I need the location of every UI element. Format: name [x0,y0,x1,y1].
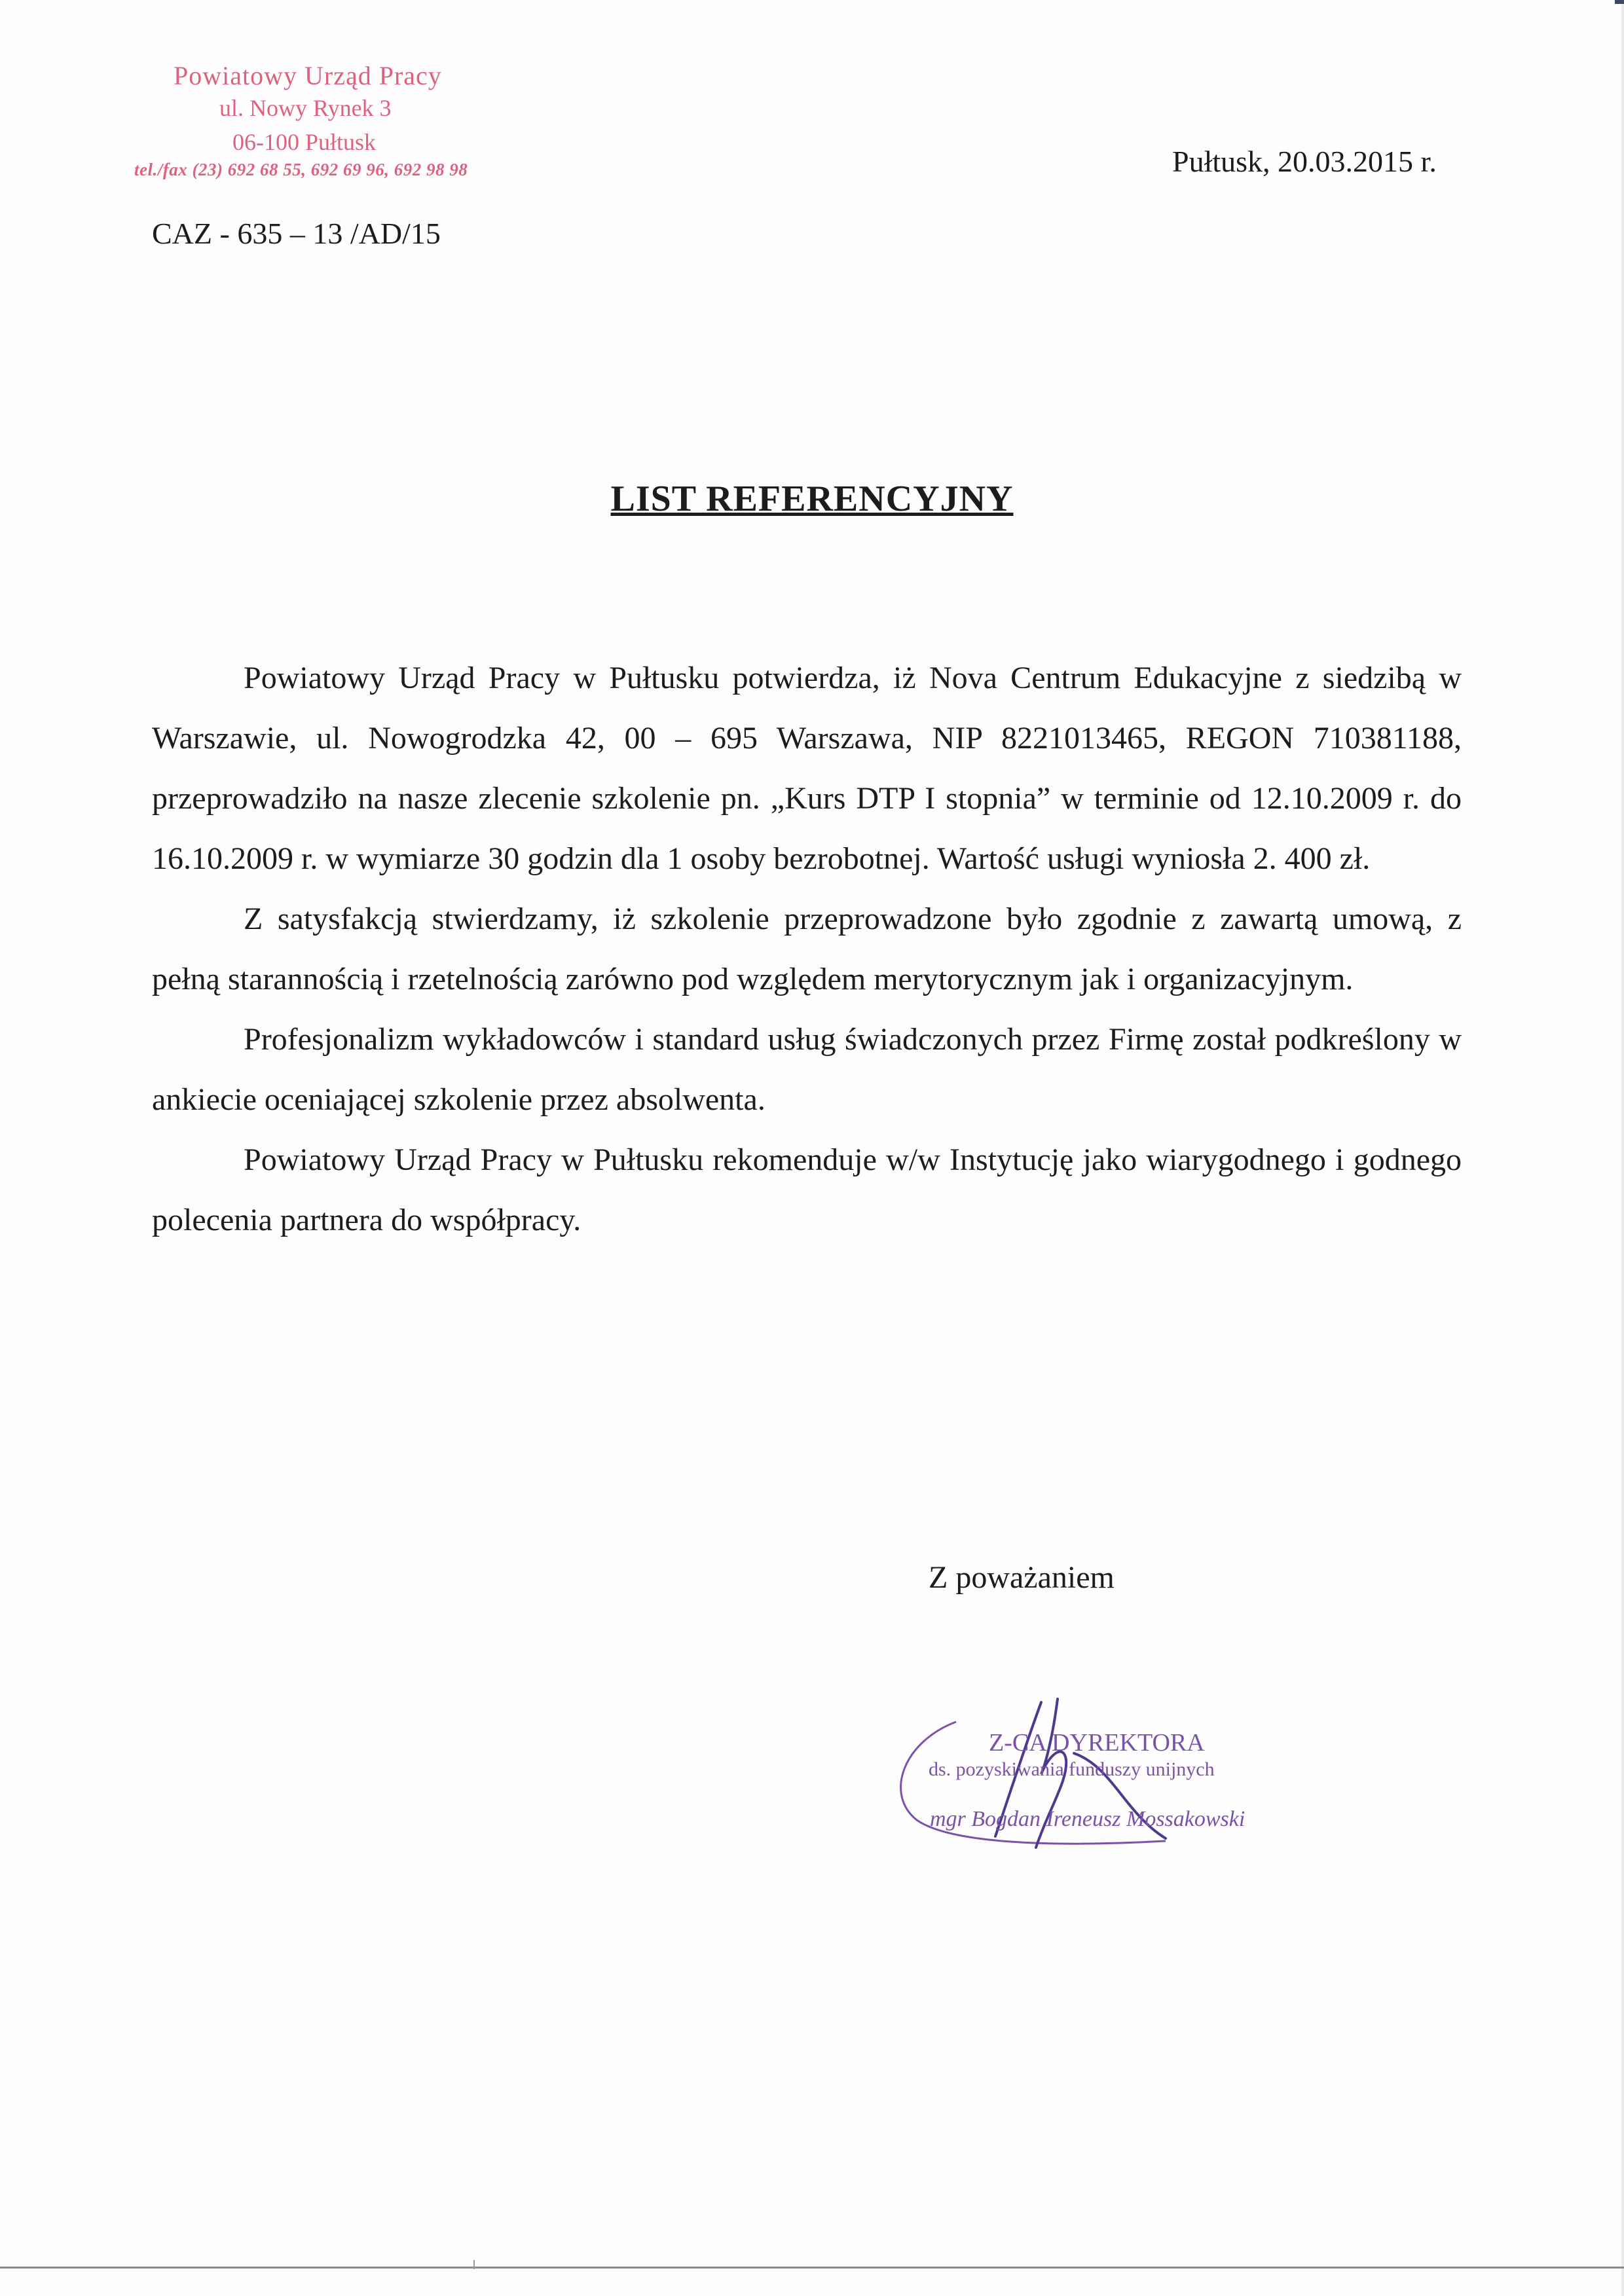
signature-scribble [877,1696,1297,1866]
signature-role: Z-CA DYREKTORA [989,1729,1205,1757]
paragraph: Profesjonalizm wykładowców i standard usług świadczonych przez Firmę został podkreślony w ankiecie oceniającej szkolenie przez absolwenta. [152,1022,1462,1117]
scan-edge [1621,0,1624,2296]
paragraph: Powiatowy Urząd Pracy w Pułtusku rekomenduje w/w Instytucję jako wiarygodnego i godnego polecenia partnera do współpracy. [152,1142,1462,1237]
signature-name: mgr Bogdan Ireneusz Mossakowski [930,1807,1246,1831]
stamp-street: ul. Nowy Rynek 3 [219,95,392,121]
reference-number: CAZ - 635 – 13 /AD/15 [152,217,441,250]
stamp-office-name: Powiatowy Urząd Pracy [174,61,442,90]
place-date: Pułtusk, 20.03.2015 r. [1172,145,1437,178]
office-stamp [134,60,527,191]
stamp-phone: tel./fax (23) 692 68 55, 692 69 96, 692 98 98 [134,160,468,179]
closing: Z poważaniem [929,1560,1115,1595]
letter-body [152,648,1462,1250]
signature-stamp [877,1696,1297,1866]
stamp-postal-city: 06-100 Pułtusk [232,129,377,155]
paragraph: Z satysfakcją stwierdzamy, iż szkolenie przeprowadzone było zgodnie z zawartą umową, z pełną starannością i rzetelnością zarówno pod względem merytorycznym jak i organizacyjnym. [152,902,1462,996]
scan-line [0,2267,1624,2269]
paragraph: Powiatowy Urząd Pracy w Pułtusku potwierdza, iż Nova Centrum Edukacyjne z siedzibą w Warszawie, ul. Nowogrodzka 42, 00 – 695 Warszawa, NIP 8221013465, REGON 710381188, przeprowadziło na nasze zlecenie szkolenie pn. „Kurs DTP I stopnia” w terminie od 12.10.2009 r. do 16.10.2009 r. w wymiarze 30 godzin dla 1 osoby bezrobotnej. Wartość usługi wyniosła 2. 400 zł. [152,661,1462,876]
signature-department: ds. pozyskiwania funduszy unijnych [929,1758,1215,1780]
scan-mark [1615,0,1624,4]
document-title: LIST REFERENCYJNY [610,479,1014,519]
scan-tick [473,2260,475,2269]
